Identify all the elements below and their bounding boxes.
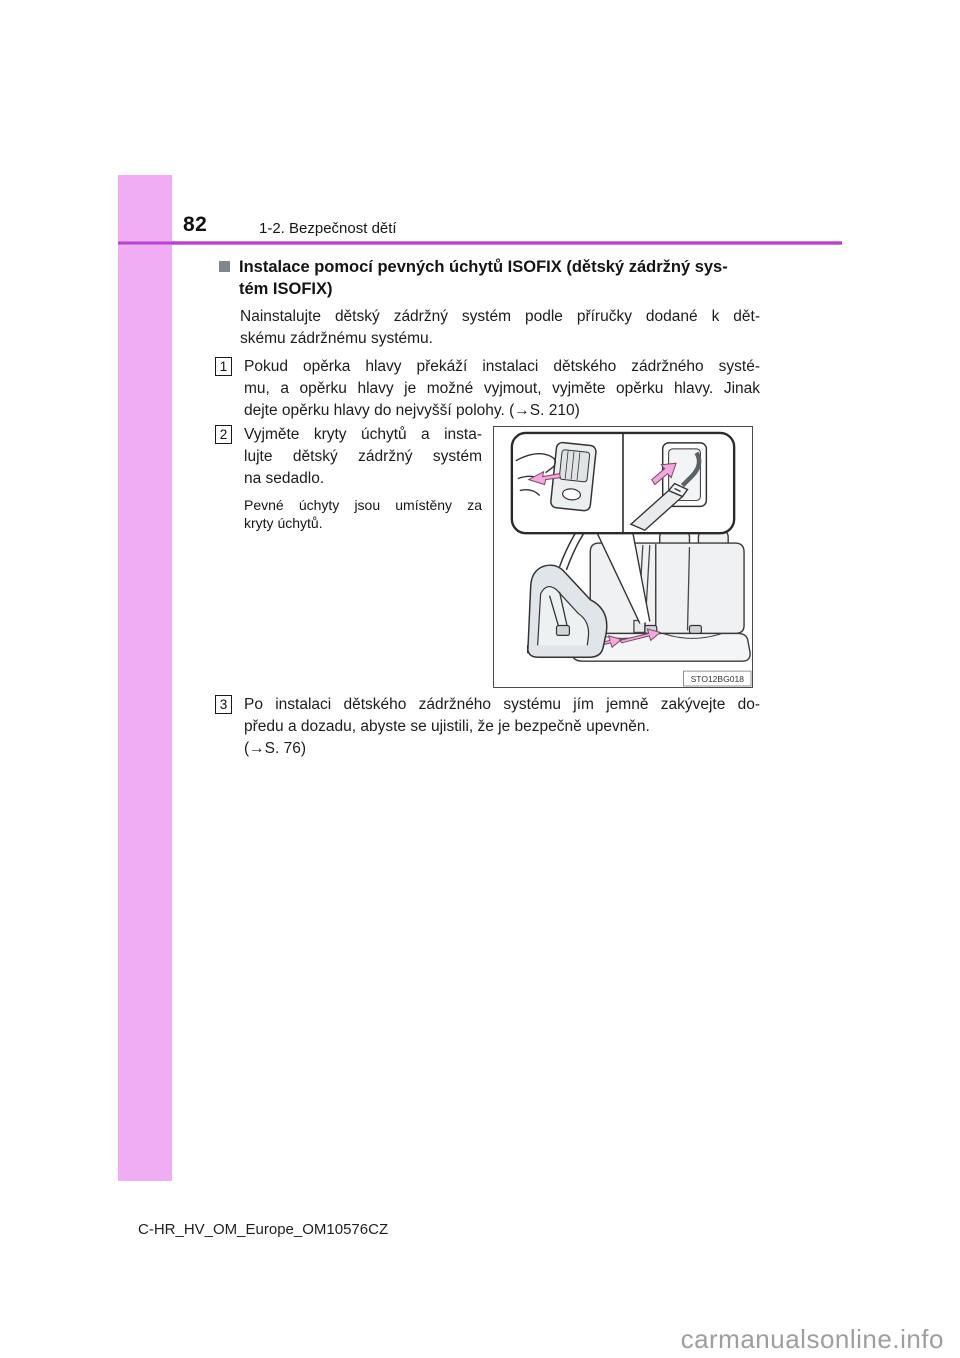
step-number-box-3 — [215, 695, 232, 714]
isofix-illustration — [493, 426, 753, 688]
step-3-text — [244, 694, 760, 760]
step-2-text — [244, 424, 482, 490]
step-line: (→S. 76) — [244, 740, 307, 757]
isofix-illustration-svg — [494, 427, 752, 687]
step-2-note — [244, 497, 482, 532]
step-line: předu a dozadu, abyste se ujistili, že je bezpečně upevněn. — [244, 718, 650, 735]
step-number: 2 — [219, 427, 228, 442]
paragraph-line: skému zádržnému systému. — [240, 330, 433, 347]
step-number-box-2 — [215, 425, 232, 444]
step-line: Pokud opěrka hlavy překáží instalaci dětského zádržného systé- — [244, 358, 760, 375]
section-heading-text — [239, 256, 728, 300]
heading-line: Instalace pomocí pevných úchytů ISOFIX (dětský zádržný sys- — [239, 258, 728, 276]
section-heading — [219, 256, 749, 300]
figure-label: STO12BG018 — [690, 674, 744, 685]
step-line: Vyjměte kryty úchytů a insta- — [244, 426, 482, 443]
header-rule — [118, 241, 842, 245]
step-line: na sedadlo. — [244, 470, 325, 487]
note-line: Pevné úchyty jsou umístěny za — [244, 497, 482, 513]
square-bullet-icon — [219, 261, 230, 272]
note-line: kryty úchytů. — [244, 514, 323, 531]
step-number-box-1 — [215, 357, 232, 376]
inset-detail-panel — [512, 433, 734, 533]
step-number: 3 — [219, 697, 228, 712]
chapter-color-bar — [118, 175, 172, 1181]
document-code: C-HR_HV_OM_Europe_OM10576CZ — [138, 1221, 389, 1238]
watermark: carmanualsonline.info — [680, 1324, 944, 1354]
step-line: dejte opěrku hlavy do nejvyšší polohy. (→S. 210) — [244, 402, 580, 419]
step-number: 1 — [219, 359, 228, 374]
harness-buckle — [557, 625, 570, 635]
step-line: lujte dětský zádržný systém — [244, 448, 482, 465]
page-number: 82 — [183, 213, 208, 236]
paragraph-line: Nainstalujte dětský zádržný systém podle příručky dodané k dět- — [240, 308, 760, 325]
step-line: Po instalaci dětského zádržného systému jím jemně zakývejte do- — [244, 696, 760, 713]
intro-paragraph — [240, 306, 760, 350]
section-header: 1-2. Bezpečnost dětí — [259, 220, 397, 237]
step-1-text — [244, 356, 760, 422]
heading-line: tém ISOFIX) — [239, 280, 333, 298]
step-line: mu, a opěrku hlavy je možné vyjmout, vyjměte opěrku hlavy. Jinak — [244, 380, 760, 397]
figure-label-box — [684, 671, 751, 686]
